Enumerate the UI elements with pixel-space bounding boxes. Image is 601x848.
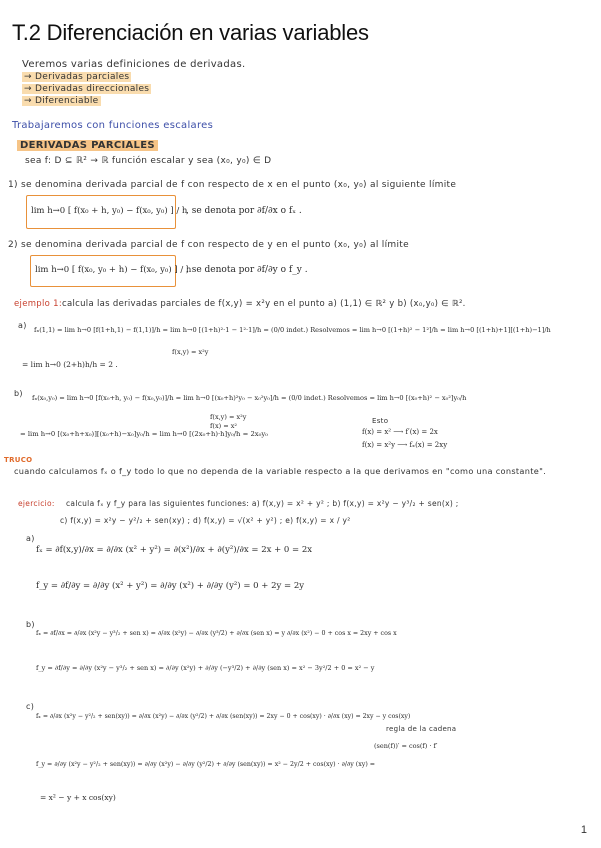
example1-b-side-b: f(x) = x² — [210, 422, 237, 430]
example1-a-note: f(x,y) = x²y — [172, 348, 209, 356]
exercise-c-fy: f_y = ∂/∂y (x²y − y²/₂ + sen(xy)) = ∂/∂y (x²y) − ∂/∂y (y²/2) + ∂/∂y (sen(xy)) = x² − 2y/2 + cos(xy) · ∂/∂y (xy) = — [36, 761, 376, 768]
intro-item-differentiable: → Diferenciable — [24, 96, 99, 106]
example1-b-side-a: f(x,y) = x²y — [210, 413, 247, 421]
exercise-c-label: c) — [26, 702, 35, 711]
exercise-a-label: a) — [26, 534, 35, 543]
exercise-b-fx: fₓ = ∂f/∂x = ∂/∂x (x²y − y³/₂ + sen x) = ∂/∂x (x²y) − ∂/∂x (y³/2) + ∂/∂x (sen x) = y ∂/∂x (x²) − 0 + cos x = 2xy + cos x — [36, 630, 397, 637]
scalar-note: Trabajaremos con funciones escalares — [12, 120, 214, 131]
def2-formula: lim h→0 [ f(x₀, y₀ + h) − f(x₀, y₀) ] / h — [35, 265, 192, 275]
exercise-c-fy2: = x² − y + x cos(xy) — [40, 793, 116, 802]
exercise-a-fx: fₓ = ∂f(x,y)/∂x = ∂/∂x (x² + y²) = ∂(x²)/∂x + ∂(y²)/∂x = 2x + 0 = 2x — [36, 545, 313, 555]
exercise-b-label: b) — [26, 620, 35, 629]
partials-header: DERIVADAS PARCIALES — [17, 140, 158, 151]
exercise-label: ejercicio: — [18, 499, 55, 508]
page-number: 1 — [580, 824, 587, 836]
def1-text: 1) se denomina derivada parcial de f con respecto de x en el punto (x₀, y₀) al siguiente límite — [8, 180, 457, 190]
exercise-c-note2: (sen(f))′ = cos(f) · f′ — [374, 742, 438, 750]
example1-b-side-d: f(x) = x²y ⟶ fₓ(x) = 2xy — [362, 441, 448, 449]
exercise-a-fy: f_y = ∂f/∂y = ∂/∂y (x² + y²) = ∂/∂y (x²) + ∂/∂y (y²) = 0 + 2y = 2y — [36, 581, 305, 591]
example1-b-line1: fₓ(x₀,y₀) = lim h→0 [f(x₀+h, y₀) − f(x₀,y₀)]/h = lim h→0 [(x₀+h)²y₀ − x₀²y₀]/h = (0/0 indet.) Resolvemos = lim h→0 [(x₀+h)² − x₀²]y₀/h — [32, 394, 467, 402]
example1-b-line2: = lim h→0 [(x₀+h+x₀)][(x₀+h)−x₀]y₀/h = lim h→0 [(2x₀+h)·h]y₀/h = 2x₀y₀ — [20, 430, 268, 438]
example1-a-line1: fₓ(1,1) = lim h→0 [f(1+h,1) − f(1,1)]/h = lim h→0 [(1+h)²·1 − 1²·1]/h = (0/0 indet.) Resolvemos = lim h→0 [(1+h)² − 1²]/h = lim h→0 [(1+h)+1][(1+h)−1]/h — [34, 326, 551, 334]
exercise-b-fy: f_y = ∂f/∂y = ∂/∂y (x²y − y³/₂ + sen x) = ∂/∂y (x²y) + ∂/∂y (−y³/2) + ∂/∂y (sen x) = x² − 3y²/2 + 0 = x² − y — [36, 664, 375, 672]
tip-text: cuando calculamos fₓ o f_y todo lo que no dependa de la variable respecto a la que derivamos en "como una constante". — [14, 466, 547, 476]
exercise-c-note1: regla de la cadena — [386, 725, 457, 733]
example1-b-side-note: Esto — [372, 417, 389, 425]
intro-list — [22, 72, 151, 108]
exercise-text2: c) f(x,y) = x²y − y²/₂ + sen(xy) ; d) f(x,y) = √(x² + y²) ; e) f(x,y) = x / y² — [60, 516, 351, 525]
def1-notation: , se denota por ∂f/∂x o fₓ . — [186, 206, 302, 216]
partials-setup: sea f: D ⊆ ℝ² → ℝ función escalar y sea (x₀, y₀) ∈ D — [25, 156, 272, 166]
intro-item-partial: → Derivadas parciales — [24, 72, 130, 82]
def2-text: 2) se denomina derivada parcial de f con respecto de y en el punto (x₀, y₀) al límite — [8, 240, 409, 250]
intro-line: Veremos varias definiciones de derivadas. — [22, 59, 246, 70]
intro-item-directional: → Derivadas direccionales — [24, 84, 150, 94]
exercise-c-fx: fₓ = ∂/∂x (x²y − y²/₂ + sen(xy)) = ∂/∂x (x²y) − ∂/∂x (y²/2) + ∂/∂x (sen(xy)) = 2xy − 0 + cos(xy) · ∂/∂x (xy) = 2xy − y cos(xy) — [36, 713, 411, 720]
tip-label: TRUCO — [4, 456, 33, 464]
example1-label: ejemplo 1: — [14, 299, 63, 309]
example1-a-line2: = lim h→0 (2+h)h/h = 2 . — [22, 360, 118, 369]
example1-text: calcula las derivadas parciales de f(x,y) = x²y en el punto a) (1,1) ∈ ℝ² y b) (x₀,y₀) ∈ ℝ². — [62, 299, 466, 309]
example1-b-side-c: f(x) = x² ⟶ f′(x) = 2x — [362, 428, 438, 436]
def1-formula: lim h→0 [ f(x₀ + h, y₀) − f(x₀, y₀) ] / h — [31, 206, 188, 216]
def2-notation: , se denota por ∂f/∂y o f_y . — [186, 265, 308, 275]
exercise-text1: calcula fₓ y f_y para las siguientes funciones: a) f(x,y) = x² + y² ; b) f(x,y) = x²y − y³/₂ + sen(x) ; — [66, 499, 459, 508]
page-title: T.2 Diferenciación en varias variables — [12, 20, 369, 45]
example1-a-label: a) — [18, 321, 27, 330]
example1-b-label: b) — [14, 389, 23, 398]
